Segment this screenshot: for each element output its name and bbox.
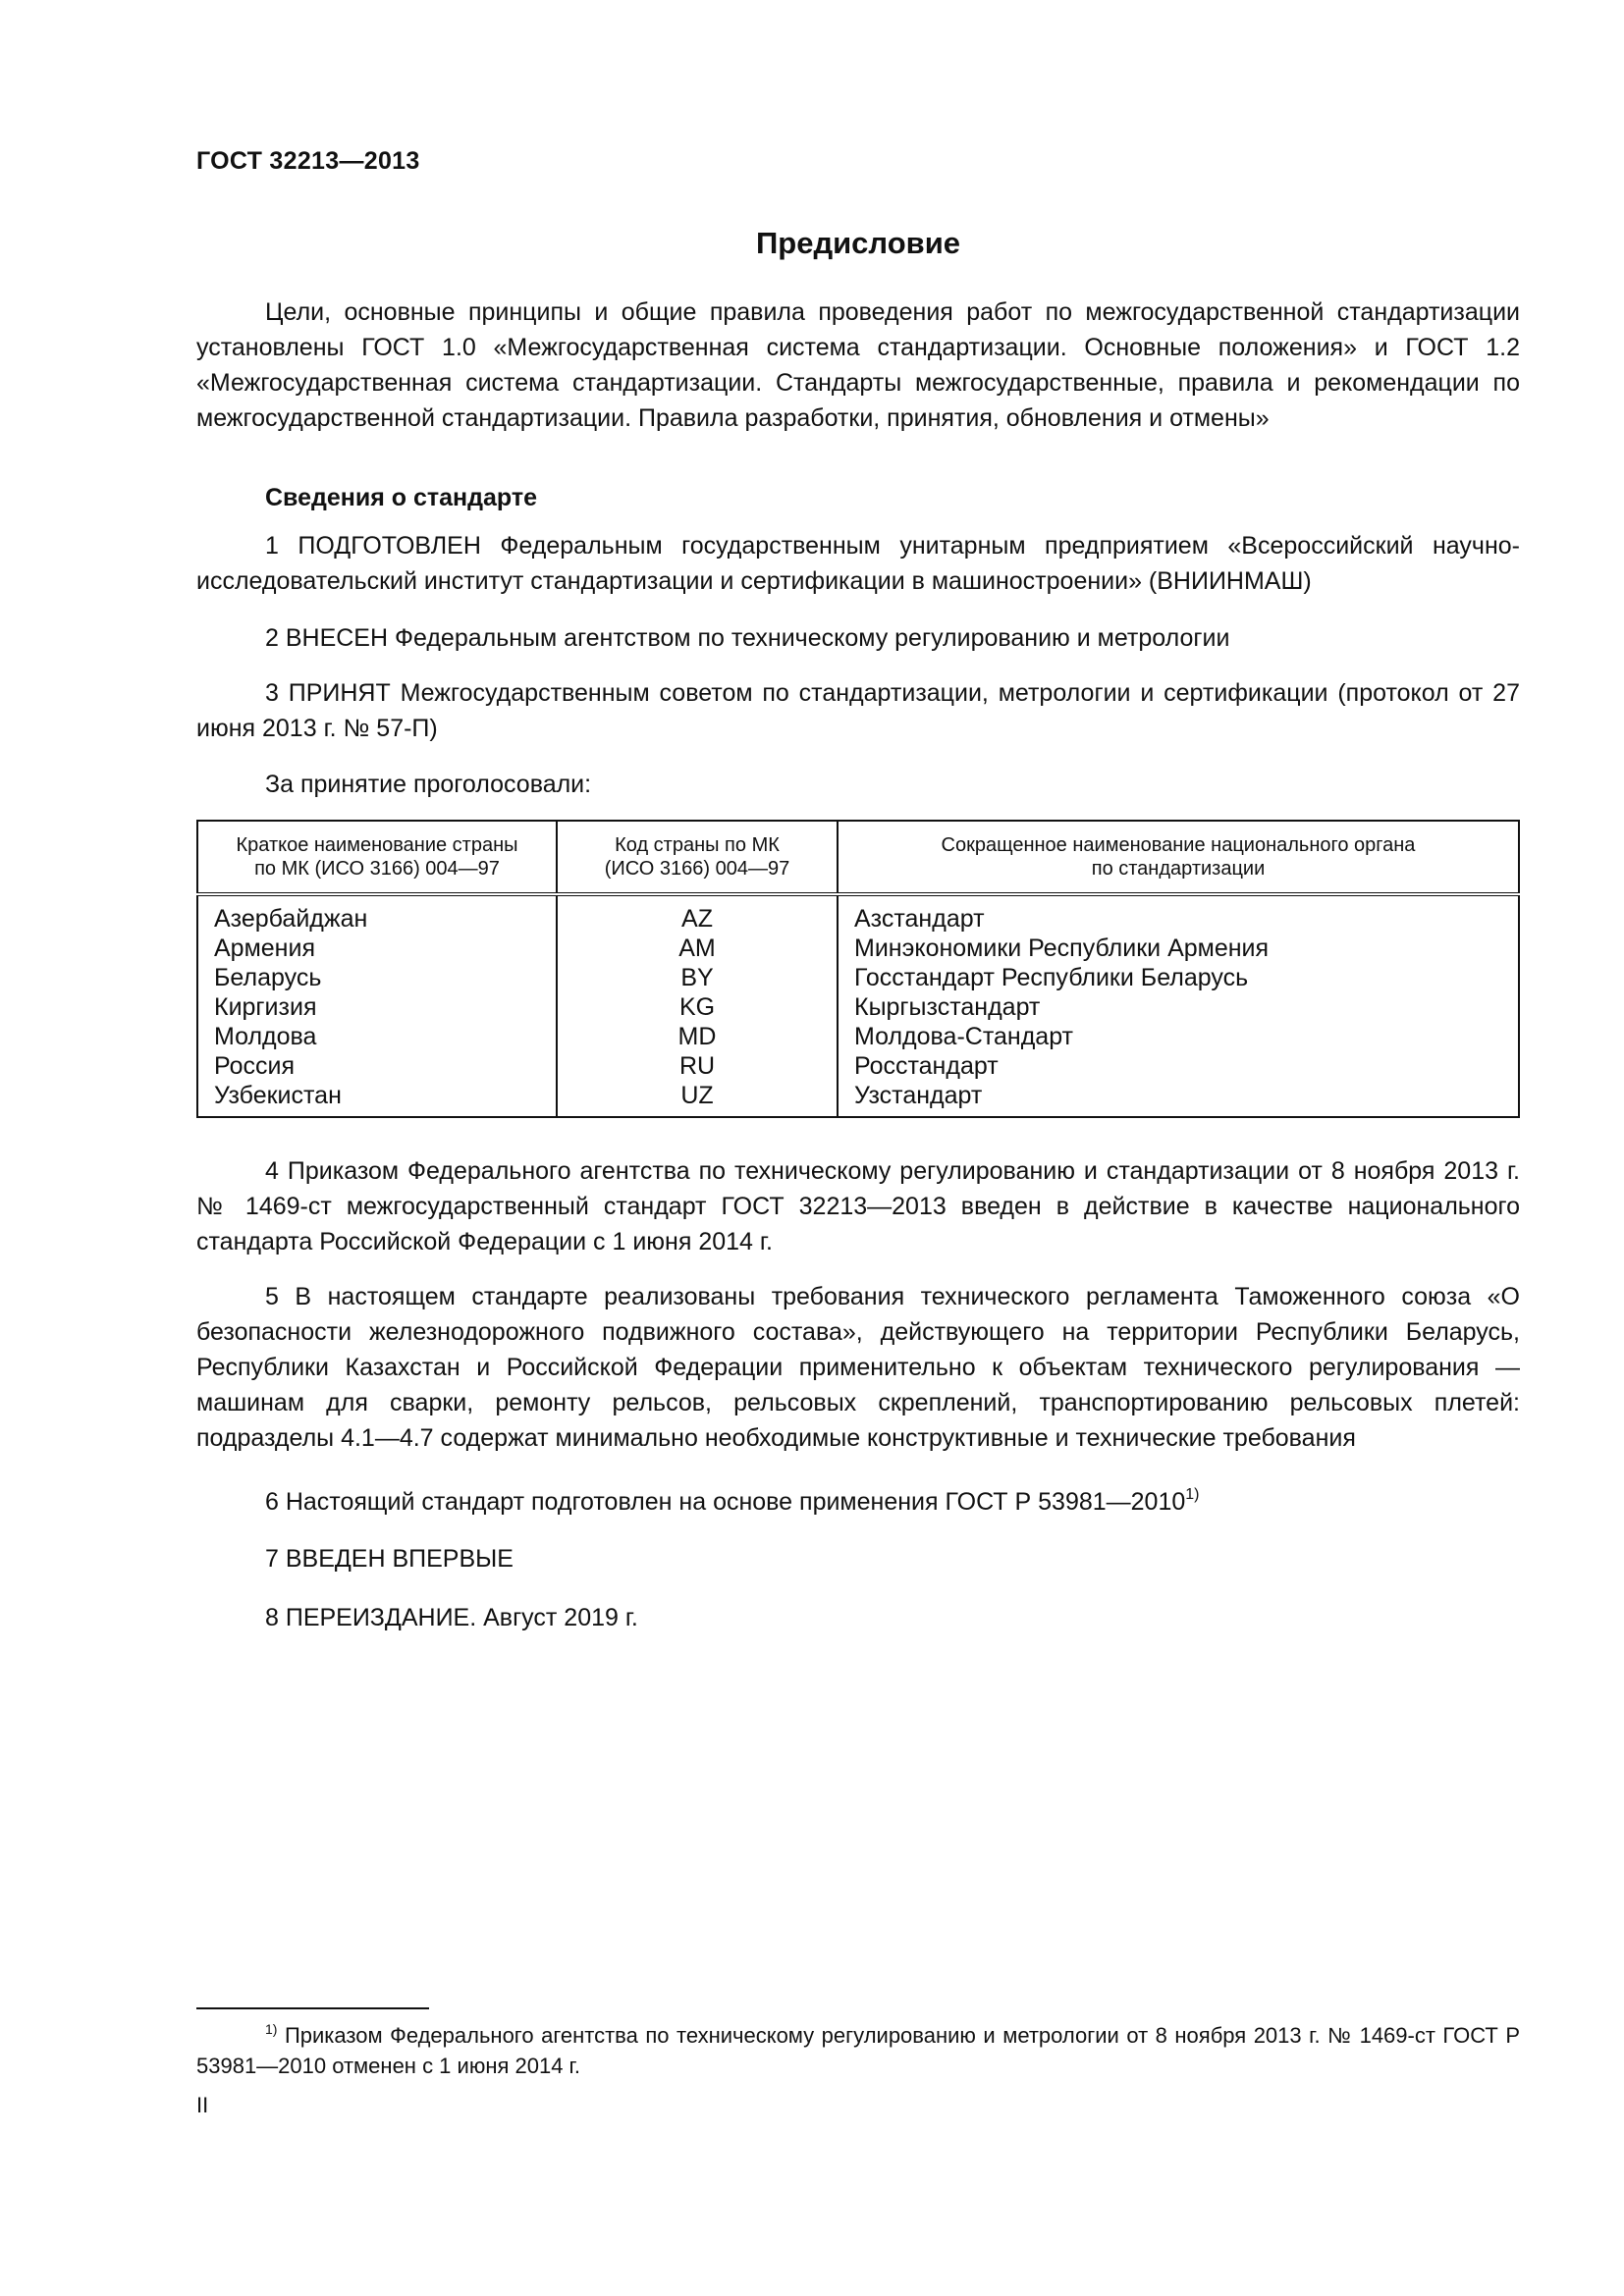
code-cell: RU <box>557 1051 838 1081</box>
intro-paragraph: Цели, основные принципы и общие правила проведения работ по межгосударственной стандартизации установлены ГОСТ 1.0 «Межгосударственная система стандартизации. Основные положения» и ГОСТ 1.2 «Межгосударственная система стандартизации. Стандарты межгосударственные, правила и рекомендации по межгосударственной стандартизации. Правила разработки, принятия, обновления и отмены» <box>196 298 1520 432</box>
item-1-paragraph: 1 ПОДГОТОВЛЕН Федеральным государственным унитарным предприятием «Всероссийский научно-исследовательский институт стандартизации и сертификации в машиностроении» (ВНИИНМАШ) <box>196 532 1520 595</box>
table-row <box>197 1081 1519 1117</box>
vote-intro-paragraph: За принятие проголосовали: <box>265 771 592 798</box>
table-row <box>197 1022 1519 1051</box>
body-cell: Госстандарт Республики Беларусь <box>838 963 1519 992</box>
footnote-ref[interactable]: 1) <box>1185 1486 1200 1503</box>
item-5-paragraph: 5 В настоящем стандарте реализованы требования технического регламента Таможенного союза «О безопасности железнодорожного подвижного состава», действующего на территории Республики Беларусь, Республики Казахстан и Российской Федерации применительно к объектам технического регулирования — машинам для сварки, ремонту рельсов, рельсовых скреплений, транспортированию рельсовых плетей: подразделы 4.1—4.7 содержат минимально необходимые конструктивные и технические требования <box>196 1283 1520 1452</box>
item-7-paragraph: 7 ВВЕДЕН ВПЕРВЫЕ <box>265 1545 514 1573</box>
table-header-row <box>197 821 1519 894</box>
table-row <box>197 896 1519 934</box>
item-2-paragraph: 2 ВНЕСЕН Федеральным агентством по техническому регулированию и метрологии <box>265 624 1230 652</box>
table-row <box>197 1051 1519 1081</box>
country-cell: Армения <box>197 934 557 963</box>
footnote-mark: 1) <box>265 2021 278 2037</box>
item-3-paragraph: 3 ПРИНЯТ Межгосударственным советом по стандартизации, метрологии и сертификации (протокол от 27 июня 2013 г. № 57-П) <box>196 679 1520 742</box>
header-country-name: Краткое наименование страны по МК (ИСО 3166) 004—97 <box>197 821 557 894</box>
body-cell: Азстандарт <box>838 896 1519 934</box>
header-national-body: Сокращенное наименование национального органа по стандартизации <box>838 821 1519 894</box>
info-heading: Сведения о стандарте <box>265 484 538 511</box>
body-cell: Минэкономики Республики Армения <box>838 934 1519 963</box>
item-8-paragraph: 8 ПЕРЕИЗДАНИЕ. Август 2019 г. <box>265 1604 638 1631</box>
footnote-divider <box>196 2007 429 2009</box>
body-cell: Молдова-Стандарт <box>838 1022 1519 1051</box>
body-cell: Кыргызстандарт <box>838 992 1519 1022</box>
table-row <box>197 934 1519 963</box>
code-cell: BY <box>557 963 838 992</box>
code-cell: UZ <box>557 1081 838 1117</box>
country-cell: Азербайджан <box>197 896 557 934</box>
item-6-paragraph: 6 Настоящий стандарт подготовлен на основе применения ГОСТ Р 53981—2010$^{1)}$ <box>265 1486 1200 1516</box>
table-row <box>197 992 1519 1022</box>
footnote <box>196 2020 1520 2081</box>
country-cell: Молдова <box>197 1022 557 1051</box>
body-cell: Росстандарт <box>838 1051 1519 1081</box>
page-title: Предисловие <box>755 226 960 260</box>
country-cell: Россия <box>197 1051 557 1081</box>
voting-table <box>196 820 1520 1118</box>
table-row <box>197 963 1519 992</box>
document-page <box>196 0 1520 2296</box>
code-cell: AZ <box>557 896 838 934</box>
country-cell: Беларусь <box>197 963 557 992</box>
footnote-text: Приказом Федерального агентства по техническому регулированию и метрологии от 8 ноября 2013 г. № 1469-ст ГОСТ Р 53981—2010 отменен с 1 июня 2014 г. <box>196 2023 1520 2078</box>
code-cell: AM <box>557 934 838 963</box>
document-code: ГОСТ 32213—2013 <box>196 147 420 175</box>
country-cell: Киргизия <box>197 992 557 1022</box>
body-cell: Узстандарт <box>838 1081 1519 1117</box>
header-country-code: Код страны по МК (ИСО 3166) 004—97 <box>557 821 838 894</box>
item-4-paragraph: 4 Приказом Федерального агентства по техническому регулированию и стандартизации от 8 ноября 2013 г. № 1469-ст межгосударственный стандарт ГОСТ 32213—2013 введен в действие в качестве национального стандарта Российской Федерации с 1 июня 2014 г. <box>196 1157 1520 1255</box>
code-cell: KG <box>557 992 838 1022</box>
page-number: II <box>196 2093 209 2117</box>
code-cell: MD <box>557 1022 838 1051</box>
country-cell: Узбекистан <box>197 1081 557 1117</box>
